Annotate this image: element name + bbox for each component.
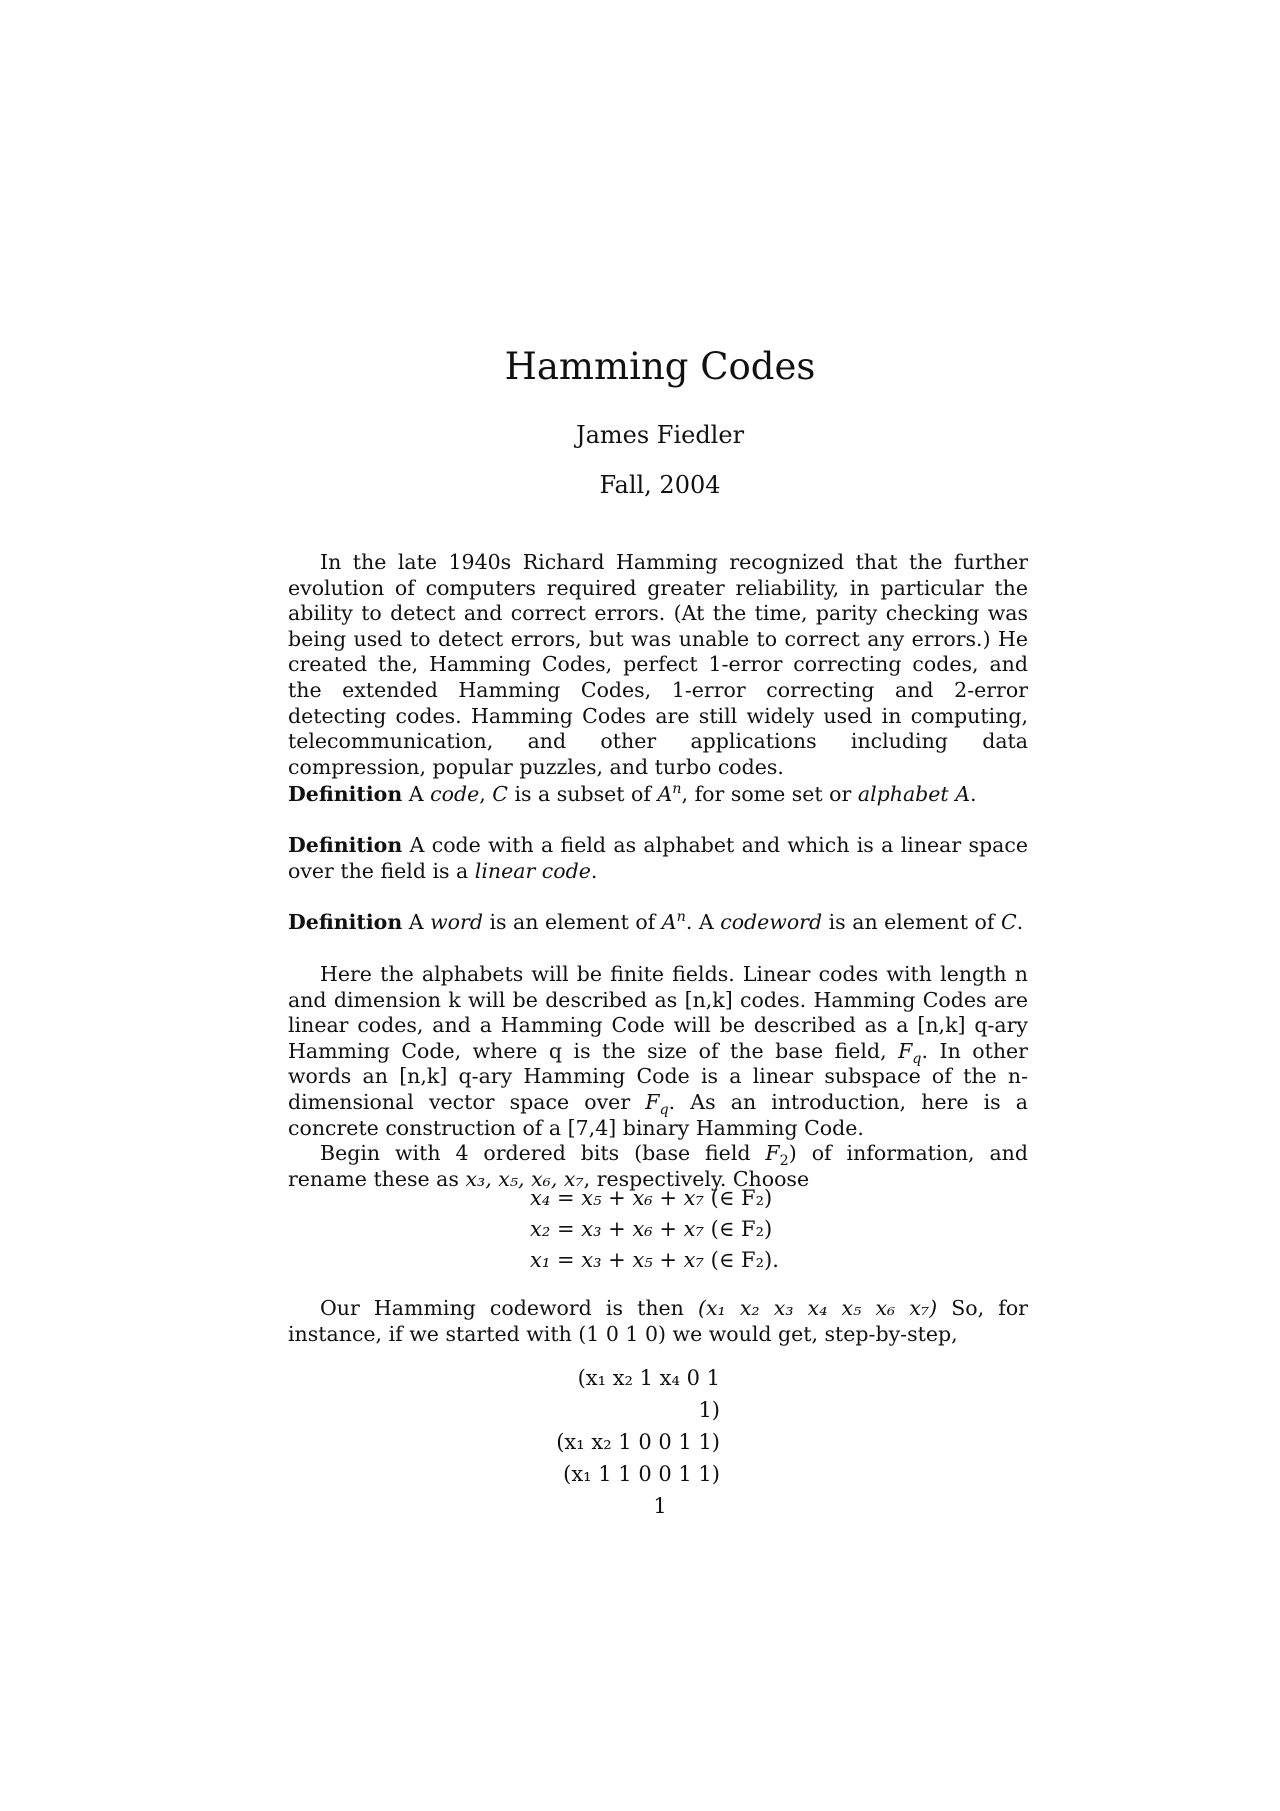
parity-equations xyxy=(530,1183,779,1276)
step-row: (x₁ x₂ 1 x₄ 0 1 1) xyxy=(577,1366,720,1422)
paper-date: Fall, 2004 xyxy=(599,471,721,499)
equation-row: x₁ = x₃ + x₅ + x₇ (∈ F₂). xyxy=(530,1248,779,1272)
step-row: (x₁ x₂ 1 0 0 1 1) xyxy=(556,1430,720,1454)
construction-paragraph: Here the alphabets will be finite fields. Linear codes with length n and dimension k will be described as [n,k] codes. Hamming Codes are linear codes, and a Hamming Code will be described as a [n,k] q-ary Hamming Code, where q is the size of the base field, $F_q$. In other words an [n,k] q-ary Hamming Code is a linear subspace of the n-dimensional vector space over $F_q$. As an introduction, here is a concrete construction of a [7,4] binary Hamming Code. Begin with 4 ordered bits (base field $F_2$) of information, and rename these as x₃, x₅, x₆, x₇, respectively. Choose xyxy=(288,962,1028,1191)
intro-paragraph xyxy=(288,550,1028,780)
paper-title: Hamming Codes xyxy=(504,345,816,388)
definition-label: Definition xyxy=(288,910,403,934)
page-number: 1 xyxy=(653,1494,667,1518)
equation-row: x₂ = x₃ + x₆ + x₇ (∈ F₂) xyxy=(530,1217,773,1241)
definition-linear-code: Definition A code with a field as alphabet and which is a linear space over the field is a linear code. xyxy=(288,833,1028,883)
definition-code: Definition A code, C is a subset of $A^n$, for some set or alphabet A. xyxy=(288,781,977,806)
step-row: (x₁ 1 1 0 0 1 1) xyxy=(563,1462,720,1486)
definition-label: Definition xyxy=(288,782,403,806)
definition-word: Definition A word is an element of $A^n$. A codeword is an element of C. xyxy=(288,909,1024,934)
codeword-paragraph: Our Hamming codeword is then (x₁ x₂ x₃ x₄ x₅ x₆ x₇) So, for instance, if we started with (1 0 1 0) we would get, step-by-step, xyxy=(288,1296,1028,1346)
intro-text: In the late 1940s Richard Hamming recognized that the further evolution of computers required greater reliability, in particular the ability to detect and correct errors. (At the time, parity checking was being used to detect errors, but was unable to correct any errors.) He created the, Hamming Codes, perfect 1-error correcting codes, and the extended Hamming Codes, 1-error correcting and 2-error detecting codes. Hamming Codes are still widely used in computing, telecommunication, and other applications including data compression, popular puzzles, and turbo codes. xyxy=(288,550,1028,779)
definition-label: Definition xyxy=(288,833,403,857)
paper-author: James Fiedler xyxy=(575,421,745,449)
step-list xyxy=(550,1362,720,1490)
equation-row: x₄ = x₅ + x₆ + x₇ (∈ F₂) xyxy=(530,1186,773,1210)
